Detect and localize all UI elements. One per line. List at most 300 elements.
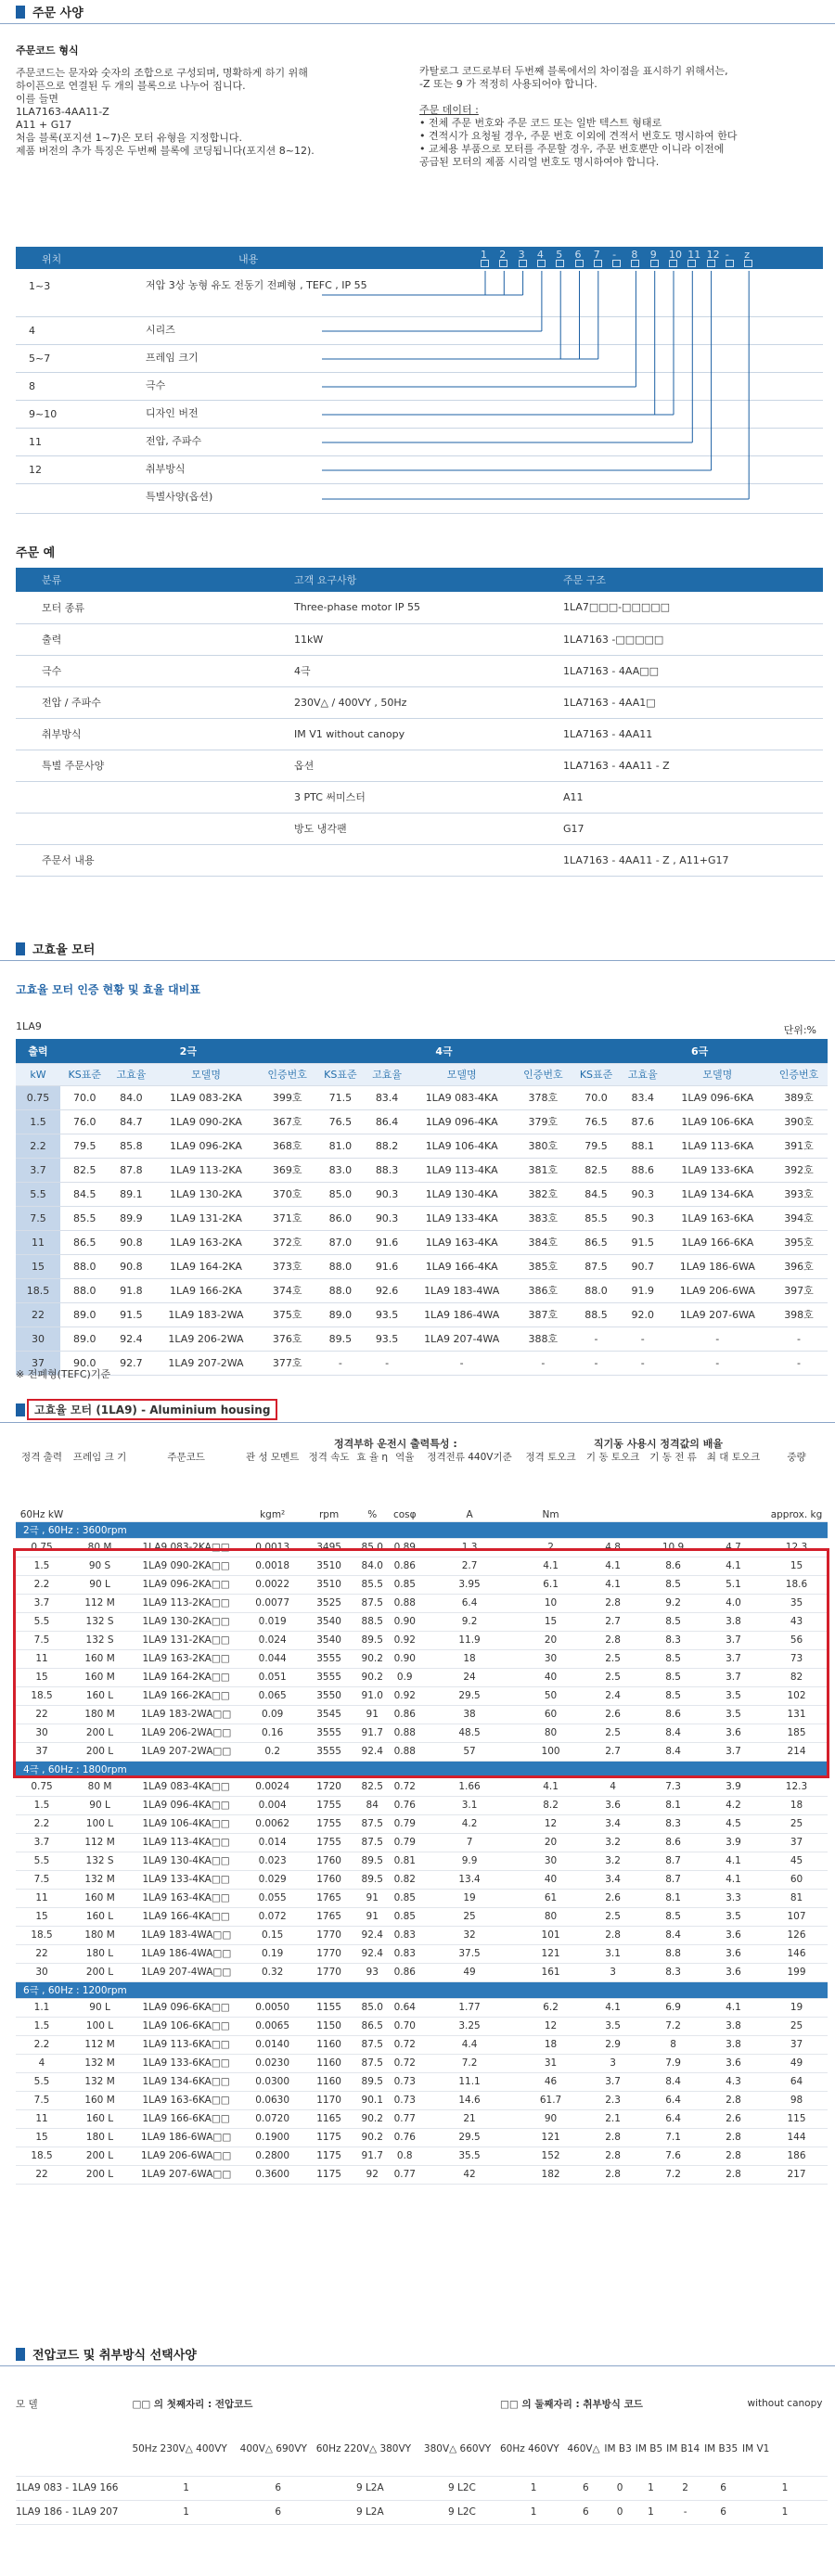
eff-cell: -: [572, 1351, 621, 1375]
eff-group-cell: 6극: [572, 1039, 828, 1063]
spec-cell: 90 L: [68, 1998, 132, 2017]
spec-group2: 직기동 사용시 정격값의 배율: [594, 1438, 723, 1450]
spec-cell: 1155: [304, 1998, 353, 2017]
spec-cell: 1760: [304, 1852, 353, 1870]
spec-cell: 0.79: [391, 1833, 418, 1852]
section-title: 주문 사양: [32, 6, 84, 20]
spec-cell: 73: [765, 1649, 828, 1668]
spec-cell: 0.86: [391, 1963, 418, 1981]
eff-cell: -: [770, 1351, 828, 1375]
eff-subheader-cell: 모델명: [409, 1063, 514, 1085]
spec-cell: 7.2: [645, 2165, 701, 2184]
eff-cell: 367호: [259, 1109, 316, 1134]
eff-cell: 1LA9 183-4WA: [409, 1278, 514, 1302]
eff-cell: 88.2: [365, 1134, 409, 1158]
section-header: [0, 937, 835, 961]
spec-cell: 2.4: [581, 1686, 645, 1705]
spec-cell: 1770: [304, 1963, 353, 1981]
spec-cell: 8.4: [645, 2072, 701, 2091]
spec-cell: 45: [765, 1852, 828, 1870]
spec-cell: 3.7: [701, 1668, 765, 1686]
spec-cell: 1.77: [418, 1998, 520, 2017]
spec-cell: 7.1: [645, 2128, 701, 2147]
example-header-cell: 주문 구조: [563, 574, 607, 586]
spec-cell: 1160: [304, 2054, 353, 2072]
spec-cell: 3.4: [581, 1870, 645, 1889]
example-row: [16, 718, 823, 750]
digit-label: 4: [536, 249, 544, 261]
section-header: [0, 2342, 835, 2366]
spec-group1: 정격부하 운전시 출력특성 :: [334, 1438, 457, 1450]
spec-cell: 90: [520, 2109, 581, 2128]
spec-cell: 6.4: [645, 2091, 701, 2109]
hi-eff-subtitle: 고효율 모터 인증 현황 및 효율 대비표: [16, 983, 200, 996]
spec-unit-cell: Nm: [520, 1492, 581, 1521]
eff-cell: 1LA9 206-6WA: [665, 1278, 770, 1302]
example-cell: 1LA7163 - 4AA11 - Z: [563, 759, 670, 772]
spec-cell: 0.86: [391, 1705, 418, 1724]
spec-cell: 1LA9 131-2KA□□: [132, 1631, 240, 1649]
volt-row: [16, 2476, 828, 2500]
spec-cell: 0.77: [391, 2109, 418, 2128]
eff-cell: 87.5: [572, 1254, 621, 1278]
eff-cell: 87.8: [109, 1158, 154, 1182]
eff-cell: 84.5: [572, 1182, 621, 1206]
spec-cell: 3.7: [701, 1742, 765, 1761]
notes-title: 주문 데이터 :: [419, 104, 479, 116]
volt-cell: 1: [742, 2476, 828, 2500]
spec-cell: 4.1: [581, 1575, 645, 1594]
eff-cell: 1LA9 186-6WA: [665, 1254, 770, 1278]
spec-cell: 8.1: [645, 1889, 701, 1907]
eff-cell: 70.0: [572, 1085, 621, 1109]
spec-cell: 7.5: [16, 2091, 68, 2109]
eff-cell: -: [572, 1326, 621, 1351]
eff-cell: 392호: [770, 1158, 828, 1182]
spec-cell: 60: [520, 1705, 581, 1724]
eff-cell: 88.0: [316, 1254, 366, 1278]
diagram-row-pos: 4: [29, 325, 35, 337]
spec-header: [0, 1397, 835, 1423]
spec-cell: 1LA9 183-4WA□□: [132, 1926, 240, 1944]
eff-cell: 1LA9 131-2KA: [153, 1206, 258, 1230]
eff-subheader-cell: 모델명: [665, 1063, 770, 1085]
spec-cell: 185: [765, 1724, 828, 1742]
spec-cell: 1LA9 186-6WA□□: [132, 2128, 240, 2147]
spec-cell: 115: [765, 2109, 828, 2128]
digit-box: [631, 260, 639, 267]
eff-cell: 381호: [514, 1158, 572, 1182]
eff-cell: 86.5: [572, 1230, 621, 1254]
code-format-line: A11 + G17: [16, 119, 72, 131]
spec-cell: 92.4: [353, 1926, 391, 1944]
spec-cell: 3555: [304, 1742, 353, 1761]
spec-cell: 4.1: [520, 1777, 581, 1796]
volt-cell: 9 L2A: [316, 2500, 424, 2524]
volt-subheader-cell: IM B3: [604, 2424, 635, 2476]
eff-cell: 89.5: [316, 1326, 366, 1351]
eff-cell: 390호: [770, 1109, 828, 1134]
diagram-header-pos: 위치: [42, 253, 62, 265]
spec-cell: 13.4: [418, 1870, 520, 1889]
spec-cell: 2.5: [581, 1724, 645, 1742]
spec-cell: 2.7: [581, 1612, 645, 1631]
eff-subheader-cell: 인증번호: [514, 1063, 572, 1085]
spec-cell: 15: [16, 1668, 68, 1686]
spec-cell: 92.4: [353, 1742, 391, 1761]
code-format-title: 주문코드 형식: [16, 45, 79, 57]
eff-cell: 399호: [259, 1085, 316, 1109]
spec-cell: 2.8: [701, 2147, 765, 2165]
spec-label-cell: 역율: [395, 1452, 415, 1463]
eff-row: [16, 1182, 828, 1206]
spec-cell: 0.0013: [240, 1538, 304, 1557]
spec-cell: 91: [353, 1907, 391, 1926]
right-notes-block: [419, 65, 828, 169]
spec-cell: 25: [418, 1907, 520, 1926]
spec-cell: 8.4: [645, 1742, 701, 1761]
efficiency-table: [16, 1039, 828, 1376]
spec-cell: 9.9: [418, 1852, 520, 1870]
spec-cell: 12: [520, 1814, 581, 1833]
eff-subheader-cell: 고효율: [365, 1063, 409, 1085]
digit-label: 8: [631, 249, 638, 261]
volt-cell: 6: [240, 2500, 316, 2524]
spec-cell: 1LA9 206-2WA□□: [132, 1724, 240, 1742]
spec-cell: 4.3: [701, 2072, 765, 2091]
digit-box: [499, 260, 507, 267]
spec-cell: 0.019: [240, 1612, 304, 1631]
example-cell: 4극: [294, 665, 311, 677]
volt-subheader-cell: IM B14: [666, 2424, 704, 2476]
spec-cell: 2.2: [16, 1814, 68, 1833]
eff-cell: 83.4: [621, 1085, 665, 1109]
spec-cell: 85.5: [353, 1575, 391, 1594]
eff-cell: 1LA9 183-2WA: [153, 1302, 258, 1326]
spec-cell: 4.2: [418, 1814, 520, 1833]
spec-label-row: [16, 1451, 828, 1492]
spec-cell: 90.2: [353, 2109, 391, 2128]
eff-cell: 84.0: [109, 1085, 154, 1109]
eff-row: [16, 1302, 828, 1326]
eff-row: [16, 1109, 828, 1134]
spec-cell: 90.2: [353, 2128, 391, 2147]
volt-cell: -: [666, 2500, 704, 2524]
digit-label: 10: [669, 249, 682, 261]
spec-cell: 8.5: [645, 1686, 701, 1705]
code-format-block: [16, 45, 405, 158]
eff-cell: 90.8: [109, 1230, 154, 1254]
eff-subheader-cell: 모델명: [153, 1063, 258, 1085]
spec-cell: 0.19: [240, 1944, 304, 1963]
spec-cell: 4: [581, 1777, 645, 1796]
example-cell: 230V△ / 400VY , 50Hz: [294, 696, 407, 709]
spec-cell: 1LA9 133-4KA□□: [132, 1870, 240, 1889]
eff-row: [16, 1134, 828, 1158]
spec-cell: 42: [418, 2165, 520, 2184]
spec-row: [16, 1998, 828, 2017]
eff-cell: 375호: [259, 1302, 316, 1326]
digit-box: [612, 260, 621, 267]
spec-cell: 8.6: [645, 1557, 701, 1575]
spec-cell: 0.055: [240, 1889, 304, 1907]
spec-cell: 1LA9 163-6KA□□: [132, 2091, 240, 2109]
example-row: [16, 781, 823, 813]
spec-cell: 11.9: [418, 1631, 520, 1649]
spec-label-cell: 프레임 크 기: [72, 1452, 127, 1463]
eff-cell: 380호: [514, 1134, 572, 1158]
spec-cell: 15: [520, 1612, 581, 1631]
eff-cell: -: [770, 1326, 828, 1351]
spec-cell: 160 M: [68, 1668, 132, 1686]
spec-cell: 3.5: [701, 1686, 765, 1705]
eff-cell: 371호: [259, 1206, 316, 1230]
spec-cell: 90 L: [68, 1575, 132, 1594]
diagram-row: [16, 317, 823, 345]
spec-cell: 3.5: [701, 1705, 765, 1724]
spec-cell: 3555: [304, 1649, 353, 1668]
spec-label-cell: 관 성 모멘트: [245, 1452, 300, 1463]
spec-cell: 1.3: [418, 1538, 520, 1557]
spec-cell: 112 M: [68, 1833, 132, 1852]
spec-cell: 90.1: [353, 2091, 391, 2109]
spec-cell: 8.3: [645, 1814, 701, 1833]
example-header-cell: 고객 요구사항: [294, 574, 357, 586]
spec-label-cell: 정격 토오크: [525, 1452, 576, 1463]
spec-cell: 37: [16, 1742, 68, 1761]
spec-cell: 12: [520, 2017, 581, 2035]
spec-cell: 100 L: [68, 1814, 132, 1833]
spec-cell: 12.3: [765, 1777, 828, 1796]
eff-cell: 396호: [770, 1254, 828, 1278]
spec-row: [16, 1796, 828, 1814]
volt-subheader-cell: 50Hz 230V△ 400VY: [132, 2424, 239, 2476]
spec-cell: 1LA9 083-2KA□□: [132, 1538, 240, 1557]
order-example-header: [16, 540, 835, 562]
spec-cell: 87.5: [353, 2035, 391, 2054]
spec-cell: 180 M: [68, 1926, 132, 1944]
spec-cell: 2.8: [701, 2165, 765, 2184]
diagram-row: [16, 373, 823, 401]
spec-row: [16, 1742, 828, 1761]
spec-cell: 3.1: [418, 1796, 520, 1814]
spec-cell: 80: [520, 1724, 581, 1742]
spec-cell: 3.2: [581, 1833, 645, 1852]
order-example-section: [0, 540, 835, 866]
spec-row: [16, 1705, 828, 1724]
spec-band-label: 6극 , 60Hz : 1200rpm: [16, 1981, 828, 1998]
spec-cell: 182: [520, 2165, 581, 2184]
eff-cell: 1LA9 096-2KA: [153, 1134, 258, 1158]
spec-cell: 146: [765, 1944, 828, 1963]
spec-cell: 1LA9 096-4KA□□: [132, 1796, 240, 1814]
eff-cell: 92.6: [365, 1278, 409, 1302]
eff-cell: 84.5: [60, 1182, 109, 1206]
volt-cell: 6: [240, 2476, 316, 2500]
eff-cell: 90.3: [621, 1182, 665, 1206]
spec-cell: 0.0062: [240, 1814, 304, 1833]
eff-row: [16, 1351, 828, 1375]
eff-group-row: [16, 1039, 828, 1063]
spec-row: [16, 1631, 828, 1649]
spec-cell: 6.2: [520, 1998, 581, 2017]
volt-cell: 6: [567, 2476, 604, 2500]
spec-cell: 2.6: [701, 2109, 765, 2128]
diagram-row-content: 저압 3상 농형 유도 전동기 전폐형 , TEFC , IP 55: [146, 279, 367, 291]
spec-unit-cell: approx. kg: [765, 1492, 828, 1521]
spec-cell: 2.5: [581, 1649, 645, 1668]
eff-cell: 1.5: [16, 1109, 60, 1134]
volt-subheader-cell: 460V△: [567, 2424, 604, 2476]
spec-cell: 22: [16, 2165, 68, 2184]
example-cell: 출력: [42, 634, 62, 646]
spec-cell: 3.95: [418, 1575, 520, 1594]
spec-cell: 11: [16, 2109, 68, 2128]
spec-row: [16, 1612, 828, 1631]
eff-cell: 1LA9 133-6KA: [665, 1158, 770, 1182]
volt-row: [16, 2500, 828, 2524]
spec-row: [16, 1594, 828, 1612]
spec-cell: 92: [353, 2165, 391, 2184]
eff-cell: 88.5: [572, 1302, 621, 1326]
spec-cell: 9.2: [418, 1612, 520, 1631]
spec-row: [16, 2072, 828, 2091]
spec-title: 고효율 모터 (1LA9) - Aluminium housing: [27, 1399, 277, 1420]
eff-cell: -: [409, 1351, 514, 1375]
spec-cell: 1765: [304, 1907, 353, 1926]
spec-cell: 200 L: [68, 1963, 132, 1981]
spec-cell: 2.7: [418, 1557, 520, 1575]
spec-row: [16, 1963, 828, 1981]
spec-cell: 0.73: [391, 2091, 418, 2109]
eff-cell: 1LA9 207-2WA: [153, 1351, 258, 1375]
eff-cell: 369호: [259, 1158, 316, 1182]
spec-cell: 7.6: [645, 2147, 701, 2165]
spec-cell: 8.3: [645, 1963, 701, 1981]
eff-cell: 92.4: [109, 1326, 154, 1351]
right-line: -Z 또는 9 가 적정히 사용되어야 합니다.: [419, 78, 597, 90]
example-cell: 극수: [42, 665, 62, 677]
spec-cell: 18.5: [16, 1686, 68, 1705]
spec-cell: 1175: [304, 2165, 353, 2184]
example-cell: 취부방식: [42, 728, 82, 740]
eff-cell: -: [621, 1351, 665, 1375]
spec-cell: 8.8: [645, 1944, 701, 1963]
spec-row: [16, 1538, 828, 1557]
spec-cell: 8.2: [520, 1796, 581, 1814]
spec-cell: 3.9: [701, 1833, 765, 1852]
eff-cell: 1LA9 166-4KA: [409, 1254, 514, 1278]
spec-cell: 2.8: [581, 1594, 645, 1612]
code-format-line: 주문코드는 문자와 숫자의 조합으로 구성되며, 명확하게 하기 위해: [16, 67, 308, 79]
diagram-row-pos: 5~7: [29, 352, 51, 365]
spec-cell: 43: [765, 1612, 828, 1631]
spec-cell: 4.1: [701, 1998, 765, 2017]
digit-box: [650, 260, 659, 267]
spec-cell: 87.5: [353, 1833, 391, 1852]
spec-cell: 8.1: [645, 1796, 701, 1814]
order-code-diagram: [16, 247, 823, 553]
spec-cell: 64: [765, 2072, 828, 2091]
eff-cell: 89.0: [60, 1302, 109, 1326]
spec-cell: 84.0: [353, 1557, 391, 1575]
eff-cell: 1LA9 096-4KA: [409, 1109, 514, 1134]
spec-cell: 0.15: [240, 1926, 304, 1944]
code-format-line: 이를 들면: [16, 93, 59, 105]
spec-cell: 1.5: [16, 2017, 68, 2035]
eff-cell: 86.4: [365, 1109, 409, 1134]
spec-cell: 31: [520, 2054, 581, 2072]
spec-cell: 4: [16, 2054, 68, 2072]
spec-cell: 161: [520, 1963, 581, 1981]
volt-cell: 1: [132, 2476, 239, 2500]
spec-cell: 2.7: [581, 1742, 645, 1761]
diagram-row-content: 전압, 주파수: [146, 435, 202, 447]
spec-cell: 2.6: [581, 1889, 645, 1907]
example-cell: 특별 주문사양: [42, 760, 105, 772]
spec-cell: 1760: [304, 1870, 353, 1889]
eff-cell: 88.3: [365, 1158, 409, 1182]
spec-cell: 100: [520, 1742, 581, 1761]
spec-cell: 89.5: [353, 2072, 391, 2091]
spec-cell: 0.85: [391, 1889, 418, 1907]
spec-cell: 90.2: [353, 1649, 391, 1668]
spec-cell: 3: [581, 2054, 645, 2072]
diagram-row-pos: 1~3: [29, 280, 51, 292]
spec-cell: 0.072: [240, 1907, 304, 1926]
spec-cell: 4.4: [418, 2035, 520, 2054]
spec-cell: 0.75: [16, 1538, 68, 1557]
spec-cell: 152: [520, 2147, 581, 2165]
spec-cell: 0.3600: [240, 2165, 304, 2184]
spec-cell: 4.2: [701, 1796, 765, 1814]
spec-cell: 80: [520, 1907, 581, 1926]
eff-cell: -: [665, 1351, 770, 1375]
eff-cell: 397호: [770, 1278, 828, 1302]
spec-cell: 1165: [304, 2109, 353, 2128]
digit-box: [726, 260, 734, 267]
spec-cell: 3.7: [581, 2072, 645, 2091]
spec-cell: 1LA9 083-4KA□□: [132, 1777, 240, 1796]
diagram-row-content: 디자인 버전: [146, 407, 199, 419]
spec-cell: 200 L: [68, 2147, 132, 2165]
spec-cell: 1LA9 207-6WA□□: [132, 2165, 240, 2184]
volt-cell: 9 L2C: [424, 2500, 500, 2524]
spec-cell: 0.0065: [240, 2017, 304, 2035]
eff-cell: 395호: [770, 1230, 828, 1254]
eff-subheader-cell: kW: [16, 1063, 60, 1085]
eff-cell: 387호: [514, 1302, 572, 1326]
spec-cell: 1LA9 113-2KA□□: [132, 1594, 240, 1612]
spec-cell: 15: [765, 1557, 828, 1575]
spec-cell: 35.5: [418, 2147, 520, 2165]
code-format-line: 하이픈으로 연결된 두 개의 블록으로 나누어 집니다.: [16, 80, 246, 92]
eff-cell: 76.0: [60, 1109, 109, 1134]
eff-cell: 1LA9 163-6KA: [665, 1206, 770, 1230]
spec-cell: 160 L: [68, 1907, 132, 1926]
spec-unit-cell: rpm: [304, 1492, 353, 1521]
section-marker-icon: [16, 6, 25, 19]
spec-cell: 3.5: [701, 1907, 765, 1926]
volt-cell: 6: [704, 2500, 742, 2524]
diagram-row-pos: 9~10: [29, 408, 58, 420]
example-cell: 1LA7163 - 4AA□□: [563, 664, 660, 677]
example-cell: [285, 844, 554, 876]
spec-cell: 80 M: [68, 1538, 132, 1557]
eff-subheader-row: [16, 1063, 828, 1085]
digit-box: [537, 260, 546, 267]
spec-cell: 3555: [304, 1668, 353, 1686]
